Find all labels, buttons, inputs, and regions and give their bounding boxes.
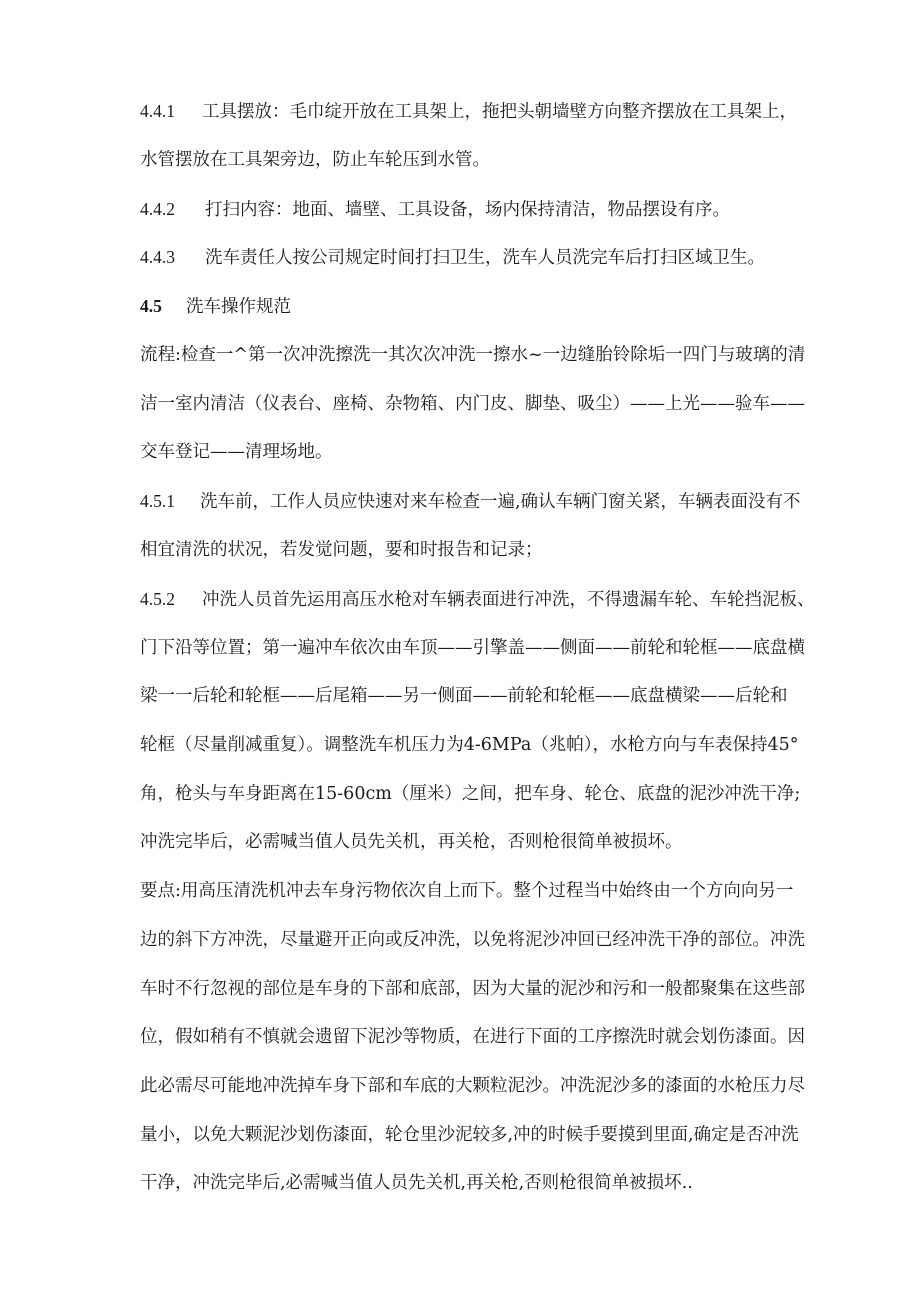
item-4-5-2-line-1 xyxy=(140,587,840,612)
flow-line-2: 洁一室内清洁（仪表台、座椅、杂物箱、内门皮、脚垫、吸尘）——上光——验车—— xyxy=(140,394,805,414)
item-4-4-1-line-1 xyxy=(140,99,840,124)
section-heading-4-5 xyxy=(140,294,840,319)
keypoints-line-6: 量小，以免大颗泥沙划伤漆面，轮仓里沙泥较多,冲的时候手要摸到里面,确定是否冲洗 xyxy=(140,1125,799,1145)
item-number: 4.4.3 xyxy=(140,247,175,267)
item-number: 4.4.2 xyxy=(140,199,175,219)
keypoints-line-2: 边的斜下方冲洗，尽量避开正向或反冲洗，以免将泥沙冲回已经冲洗干净的部位。冲洗 xyxy=(140,930,805,950)
item-number: 4.4.1 xyxy=(140,101,175,121)
keypoints-line-3: 车时不行忽视的部位是车身的下部和底部，因为大量的泥沙和污和一般都聚集在这些部 xyxy=(140,979,805,999)
item-text: 冲洗人员首先运用高压水枪对车辆表面进行冲洗，不得遗漏车轮、车轮挡泥板、 xyxy=(202,590,815,610)
keypoints-line-7: 干净，冲洗完毕后,必需喊当值人员先关机,再关枪,否则枪很简单被损坏.. xyxy=(140,1173,693,1193)
item-4-5-2-line-2: 门下沿等位置；第一遍冲车依次由车顶——引擎盖——侧面——前轮和轮框——底盘横 xyxy=(140,638,805,658)
item-4-4-2 xyxy=(140,197,840,222)
item-4-5-2-line-5: 角，枪头与车身距离在15-60cm（厘米）之间，把车身、轮仓、底盘的泥沙冲洗干净; xyxy=(140,784,801,804)
keypoints-line-5: 此必需尽可能地冲洗掉车身下部和车底的大颗粒泥沙。冲洗泥沙多的漆面的水枪压力尽 xyxy=(140,1076,805,1096)
flow-line-1: 流程:检查一^第一次冲洗擦洗一其次次冲洗一擦水~一边缝胎铃除垢一四门与玻璃的清 xyxy=(140,345,806,365)
item-number: 4.5.1 xyxy=(140,491,175,511)
item-4-4-1-line-2: 水管摆放在工具架旁边，防止车轮压到水管。 xyxy=(140,150,490,170)
item-text: 工具摆放：毛巾绽开放在工具架上，拖把头朝墙壁方向整齐摆放在工具架上， xyxy=(202,102,797,122)
section-number: 4.5 xyxy=(140,296,162,316)
flow-line-3: 交车登记——清理场地。 xyxy=(140,442,333,462)
item-text: 洗车前，工作人员应快速对来车检查一遍,确认车辆门窗关紧，车辆表面没有不 xyxy=(200,492,801,512)
item-4-5-1-line-1 xyxy=(140,489,840,514)
item-4-5-1-line-2: 相宜清洗的状况，若发觉问题，要和时报告和记录； xyxy=(140,540,543,560)
item-number: 4.5.2 xyxy=(140,589,175,609)
section-title: 洗车操作规范 xyxy=(186,297,291,317)
item-4-5-2-line-3: 梁一一后轮和轮框——后尾箱——另一侧面——前轮和轮框——底盘横梁——后轮和 xyxy=(140,686,788,706)
item-4-5-2-line-6: 冲洗完毕后，必需喊当值人员先关机，再关枪，否则枪很简单被损坏。 xyxy=(140,832,683,852)
item-text: 洗车责任人按公司规定时间打扫卫生，洗车人员洗完车后打扫区域卫生。 xyxy=(205,248,765,268)
item-text: 打扫内容：地面、墙壁、工具设备，场内保持清洁，物品摆设有序。 xyxy=(205,200,730,220)
item-4-4-3 xyxy=(140,245,840,270)
item-4-5-2-line-4: 轮框（尽量削减重复）。调整洗车机压力为4-6MPa（兆帕），水枪方向与车表保持45° xyxy=(140,735,799,755)
keypoints-line-4: 位，假如稍有不慎就会遗留下泥沙等物质，在进行下面的工序擦洗时就会划伤漆面。因 xyxy=(140,1027,805,1047)
keypoints-line-1: 要点:用高压清洗机冲去车身污物依次自上而下。整个过程当中始终由一个方向向另一 xyxy=(140,881,794,901)
